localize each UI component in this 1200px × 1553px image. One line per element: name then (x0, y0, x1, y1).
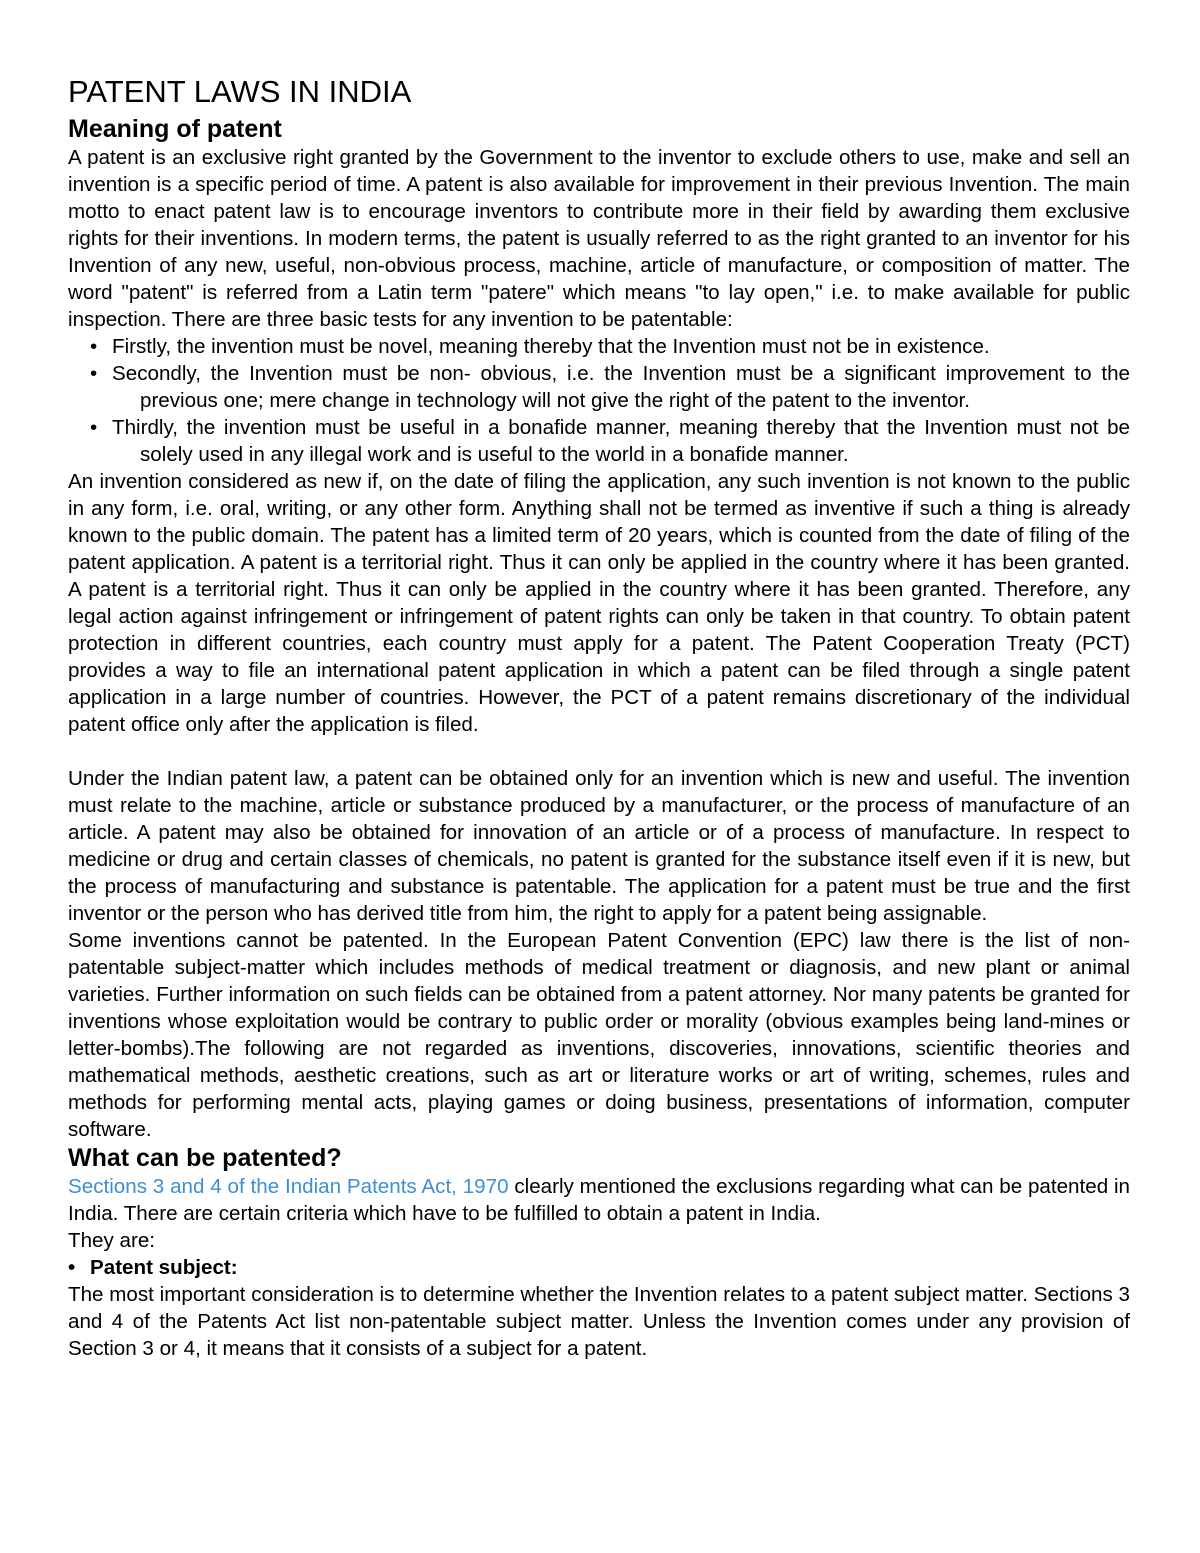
document-page (68, 70, 1130, 1362)
bullet-icon: • (90, 362, 98, 385)
patentable-heading: What can be patented? (68, 1144, 342, 1172)
patent-subject-label: Patent subject: (90, 1256, 238, 1279)
list-item (68, 333, 1130, 360)
list-item-text: Thirdly, the invention must be useful in a bonafide manner, meaning thereby that the Invention must not be solely used in any illegal work and is useful to the world in a bonafide manner. (112, 416, 1130, 466)
tests-list (68, 333, 1130, 468)
they-are-text: They are: (68, 1229, 155, 1252)
sections-paragraph (68, 1173, 1130, 1227)
list-item (68, 360, 1130, 414)
meaning-heading: Meaning of patent (68, 115, 282, 143)
new-invention-paragraph: An invention considered as new if, on the date of filing the application, any such invention is not known to the public in any form, i.e. oral, writing, or any other form. Anything shall not be termed as inventive if such a thing is already known to the public domain. The patent has a limited term of 20 years, which is counted from the date of filing of the patent application. A patent is a territorial right. Thus it can only be applied in the country where it has been granted. A patent is a territorial right. Thus it can only be applied in the country where it has been granted. Therefore, any legal action against infringement or infringement of patent rights can only be taken in that country. To obtain patent protection in different countries, each country must apply for a patent. The Patent Cooperation Treaty (PCT) provides a way to file an international patent application in which a patent can be filed through a single patent application in a large number of countries. However, the PCT of a patent remains discretionary of the individual patent office only after the application is filed. (68, 470, 1130, 736)
page-title: PATENT LAWS IN INDIA (68, 74, 412, 109)
bullet-icon: • (90, 416, 98, 439)
patent-subject-item (68, 1254, 1130, 1281)
sections-act-link[interactable]: Sections 3 and 4 of the Indian Patents Act, 1970 (68, 1175, 509, 1198)
meaning-paragraph: A patent is an exclusive right granted by the Government to the inventor to exclude others to use, make and sell an invention is a specific period of time. A patent is also available for improvement in their previous Invention. The main motto to enact patent law is to encourage inventors to contribute more in their field by awarding them exclusive rights for their inventions. In modern terms, the patent is usually referred to as the right granted to an inventor for his Invention of any new, useful, non-obvious process, machine, article of manufacture, or composition of matter. The word "patent" is referred from a Latin term "patere" which means "to lay open," i.e. to make available for public inspection. There are three basic tests for any invention to be patentable: (68, 146, 1130, 331)
bullet-icon: • (90, 335, 98, 358)
list-item (68, 414, 1130, 468)
subject-paragraph: The most important consideration is to determine whether the Invention relates to a patent subject matter. Sections 3 and 4 of the Patents Act list non-patentable subject matter. Unless the Invention comes under any provision of Section 3 or 4, it means that it consists of a subject for a patent. (68, 1283, 1130, 1360)
sections-rest-text: clearly mentioned the exclusions regarding what can be patented in India. There are certain criteria which have to be fulfilled to obtain a patent in India. (68, 1175, 1130, 1225)
bullet-icon: • (68, 1256, 76, 1279)
list-item-text: Secondly, the Invention must be non- obvious, i.e. the Invention must be a significant improvement to the previous one; mere change in technology will not give the right of the patent to the inventor. (112, 362, 1130, 412)
paragraph-spacer (68, 738, 1130, 765)
list-item-text: Firstly, the invention must be novel, meaning thereby that the Invention must not be in existence. (112, 335, 990, 358)
epc-paragraph: Some inventions cannot be patented. In the European Patent Convention (EPC) law there is the list of non-patentable subject-matter which includes methods of medical treatment or diagnosis, and new plant or animal varieties. Further information on such fields can be obtained from a patent attorney. Nor many patents be granted for inventions whose exploitation would be contrary to public order or morality (obvious examples being land-mines or letter-bombs).The following are not regarded as inventions, discoveries, innovations, scientific theories and mathematical methods, aesthetic creations, such as art or literature works or art of writing, schemes, rules and methods for performing mental acts, playing games or doing business, presentations of information, computer software. (68, 929, 1130, 1141)
indian-law-paragraph: Under the Indian patent law, a patent can be obtained only for an invention which is new and useful. The invention must relate to the machine, article or substance produced by a manufacturer, or the process of manufacture of an article. A patent may also be obtained for innovation of an article or of a process of manufacture. In respect to medicine or drug and certain classes of chemicals, no patent is granted for the substance itself even if it is new, but the process of manufacturing and substance is patentable. The application for a patent must be true and the first inventor or the person who has derived title from him, the right to apply for a patent being assignable. (68, 767, 1130, 925)
